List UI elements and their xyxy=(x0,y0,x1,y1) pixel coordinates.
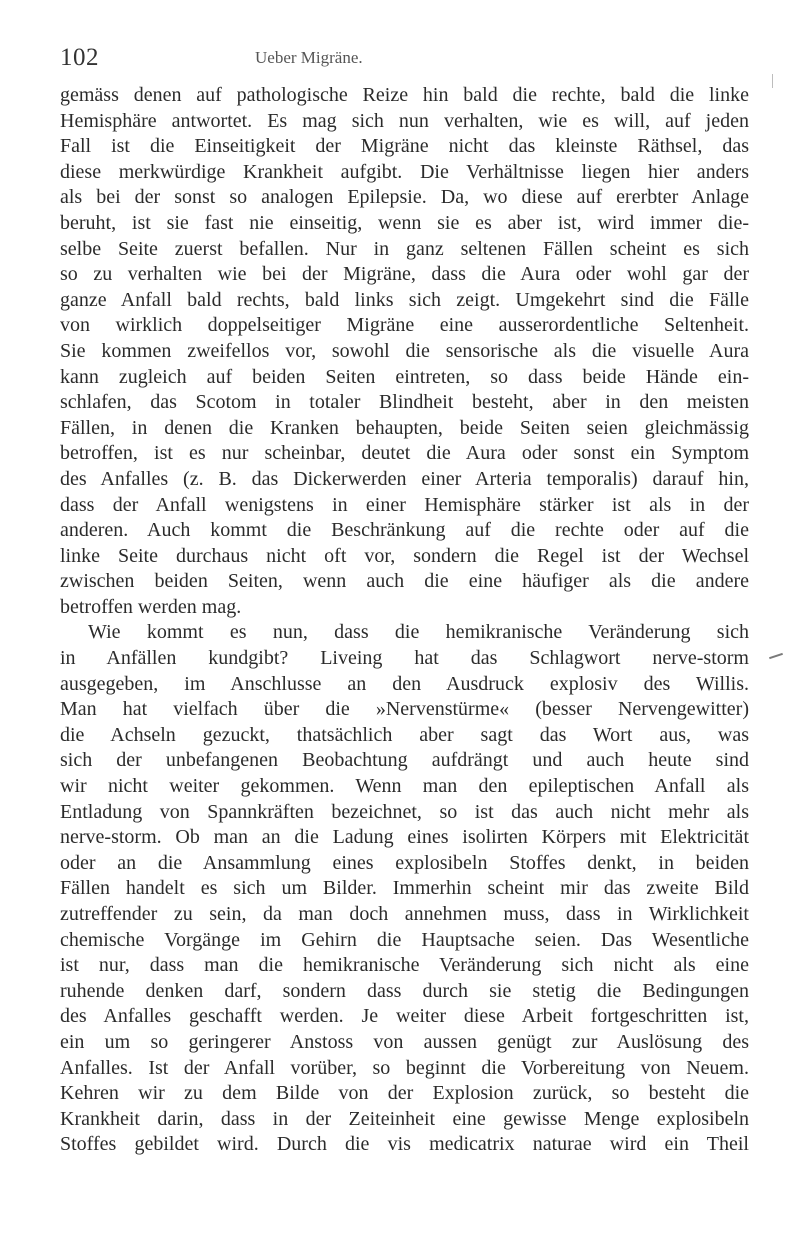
text-line: die Achseln gezuckt, thatsächlich aber sagt das Wort aus, was xyxy=(60,723,749,746)
text-line: Fällen, in denen die Kranken behaupten, beide Seiten seien gleichmässig xyxy=(60,416,749,439)
text-line: betroffen werden mag. xyxy=(60,595,242,618)
text-line: anderen. Auch kommt die Beschränkung auf die rechte oder auf die xyxy=(60,519,749,542)
text-line: dass der Anfall wenigstens in einer Hemisphäre stärker ist als in der xyxy=(60,493,749,516)
text-line: ausgegeben, im Anschlusse an den Ausdruck explosiv des Willis. xyxy=(60,672,749,695)
text-line: des Anfalles geschafft werden. Je weiter diese Arbeit fortgeschritten ist, xyxy=(60,1005,749,1028)
page-header xyxy=(60,40,750,70)
text-line: als bei der sonst so analogen Epilepsie. Da, wo diese auf ererbter Anlage xyxy=(60,186,749,209)
text-line: oder an die Ansammlung eines explosibeln Stoffes denkt, in beiden xyxy=(60,851,749,874)
text-line: chemische Vorgänge im Gehirn die Hauptsache seien. Das Wesentliche xyxy=(60,928,749,951)
text-line: zutreffender zu sein, da man doch annehmen muss, dass in Wirklichkeit xyxy=(60,903,749,925)
text-line: Stoffes gebildet wird. Durch die vis medicatrix naturae wird ein Theil xyxy=(60,1133,749,1156)
text-line: ganze Anfall bald rechts, bald links sich zeigt. Umgekehrt sind die Fälle xyxy=(60,288,749,311)
text-line: beruht, ist sie fast nie einseitig, wenn sie es aber ist, wird immer die- xyxy=(60,211,749,234)
text-line: Hemisphäre antwortet. Es mag sich nun verhalten, wie es will, auf jeden xyxy=(60,109,749,132)
text-line: Entladung von Spannkräften bezeichnet, so ist das auch nicht mehr als xyxy=(60,800,749,823)
text-line: sich der unbefangenen Beobachtung aufdrängt und auch heute sind xyxy=(60,749,749,772)
text-line: in Anfällen kundgibt? Liveing hat das Schlagwort nerve-storm xyxy=(60,647,749,670)
text-line: Anfalles. Ist der Anfall vorüber, so beginnt die Vorbereitung von Neuem. xyxy=(60,1056,749,1079)
text-line: gemäss denen auf pathologische Reize hin bald die rechte, bald die linke xyxy=(60,84,749,106)
text-line: Fällen handelt es sich um Bilder. Immerhin scheint mir das zweite Bild xyxy=(60,877,749,900)
text-line: linke Seite durchaus nicht oft vor, sondern die Regel ist der Wechsel xyxy=(60,544,749,567)
text-line: Wie kommt es nun, dass die hemikranische Veränderung sich xyxy=(88,621,749,644)
text-line: Fall ist die Einseitigkeit der Migräne nicht das kleinste Räthsel, das xyxy=(60,135,749,158)
text-line: betroffen, ist es nur scheinbar, deutet die Aura oder sonst ein Symptom xyxy=(60,442,749,465)
text-line: kann zugleich auf beiden Seiten eintreten, so dass beide Hände ein- xyxy=(60,365,749,388)
margin-mark xyxy=(769,653,783,659)
text-line: schlafen, das Scotom in totaler Blindheit besteht, aber in den meisten xyxy=(60,391,749,414)
text-line: ruhende denken darf, sondern dass durch sie stetig die Bedingungen xyxy=(60,979,749,1002)
text-line: nerve-storm. Ob man an die Ladung eines isolirten Körpers mit Elektricität xyxy=(60,826,749,849)
page-number: 102 xyxy=(60,44,99,71)
text-line: Man hat vielfach über die »Nervenstürme« (besser Nervengewitter) xyxy=(60,698,749,721)
text-line: zwischen beiden Seiten, wenn auch die eine häufiger als die andere xyxy=(60,570,749,593)
text-line: ist nur, dass man die hemikranische Veränderung sich nicht als eine xyxy=(60,954,749,977)
text-line: diese merkwürdige Krankheit aufgibt. Die Verhältnisse liegen hier anders xyxy=(60,160,749,183)
running-head: Ueber Migräne. xyxy=(255,48,363,67)
text-line: ein um so geringerer Anstoss von aussen genügt zur Auslösung des xyxy=(60,1030,749,1053)
margin-tick xyxy=(772,74,773,88)
text-line: des Anfalles (z. B. das Dickerwerden einer Arteria temporalis) darauf hin, xyxy=(60,467,749,490)
text-line: Sie kommen zweifellos vor, sowohl die sensorische als die visuelle Aura xyxy=(60,339,749,362)
text-line: Kehren wir zu dem Bilde von der Explosion zurück, so besteht die xyxy=(60,1082,749,1105)
text-line: so zu verhalten wie bei der Migräne, dass die Aura oder wohl gar der xyxy=(60,263,749,286)
paragraph-1 xyxy=(60,83,749,620)
paragraph-2 xyxy=(60,620,749,1157)
text-line: selbe Seite zuerst befallen. Nur in ganz seltenen Fällen scheint es sich xyxy=(60,237,749,260)
text-line: wir nicht weiter gekommen. Wenn man den epileptischen Anfall als xyxy=(60,775,749,798)
text-line: Krankheit darin, dass in der Zeiteinheit eine gewisse Menge explosibeln xyxy=(60,1107,749,1130)
body-text xyxy=(60,83,749,1158)
text-line: von wirklich doppelseitiger Migräne eine ausserordentliche Seltenheit. xyxy=(60,314,749,337)
